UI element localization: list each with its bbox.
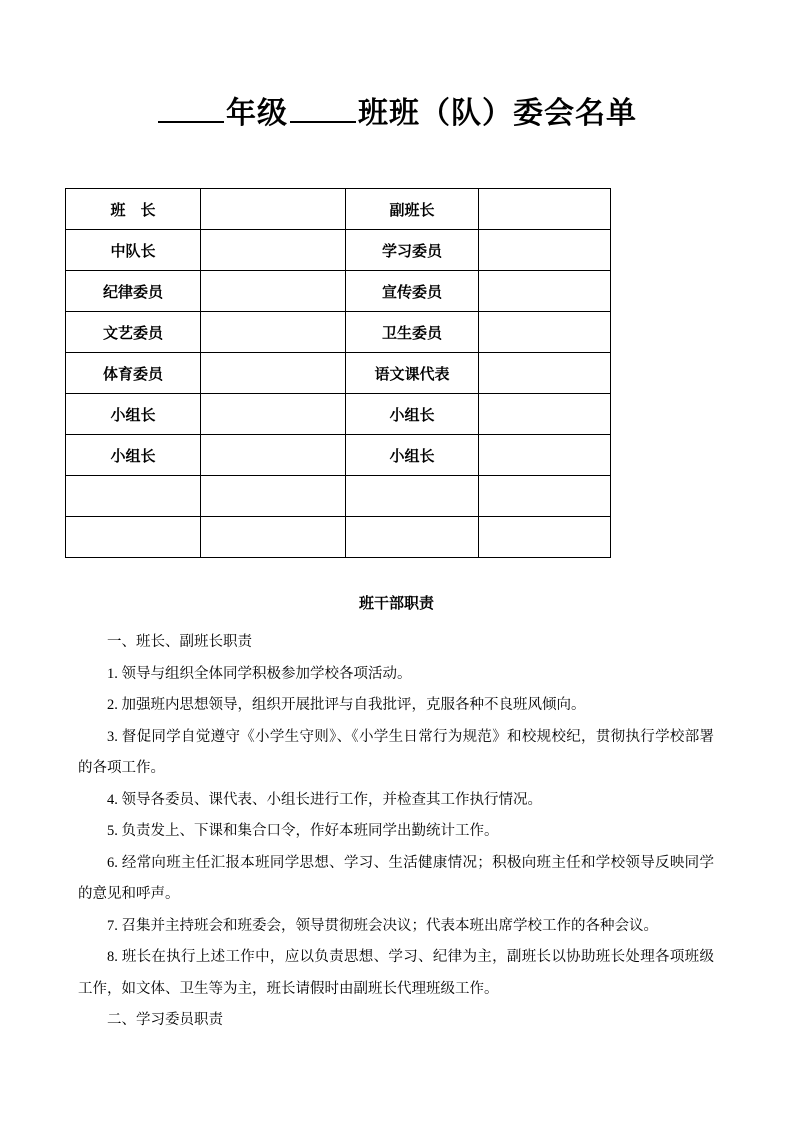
name-entry-cell <box>201 517 346 558</box>
duties-paragraph: 5. 负责发上、下课和集合口令，作好本班同学出勤统计工作。 <box>107 823 499 839</box>
duties-paragraph: 1. 领导与组织全体同学积极参加学校各项活动。 <box>107 665 412 682</box>
grade-blank-underline <box>158 93 224 123</box>
name-entry-cell <box>201 271 346 312</box>
position-label-cell <box>346 476 479 517</box>
position-label-cell: 宣传委员 <box>346 271 479 312</box>
roster-table-container <box>65 188 793 558</box>
name-entry-cell <box>201 476 346 517</box>
duties-paragraph: 2. 加强班内思想领导，组织开展批评与自我批评，克服各种不良班风倾向。 <box>107 697 586 713</box>
name-entry-cell <box>479 394 611 435</box>
name-entry-cell <box>479 312 611 353</box>
grade-label: 年级 <box>226 97 288 130</box>
table-row <box>66 394 611 435</box>
page-title <box>0 88 793 132</box>
table-row <box>66 312 611 353</box>
name-entry-cell <box>201 353 346 394</box>
table-row <box>66 353 611 394</box>
position-label-cell <box>66 517 201 558</box>
position-label-cell: 文艺委员 <box>66 312 201 353</box>
duties-paragraph: 一、班长、副班长职责 <box>107 634 252 650</box>
name-entry-cell <box>201 394 346 435</box>
position-label-cell: 语文课代表 <box>346 353 479 394</box>
name-entry-cell <box>479 476 611 517</box>
name-entry-cell <box>201 189 346 230</box>
name-entry-cell <box>201 230 346 271</box>
position-label-cell: 卫生委员 <box>346 312 479 353</box>
class-blank-underline <box>290 93 356 123</box>
position-label-cell <box>346 517 479 558</box>
position-label-cell: 学习委员 <box>346 230 479 271</box>
position-label-cell: 小组长 <box>66 435 201 476</box>
duties-paragraph: 8. 班长在执行上述工作中，应以负责思想、学习、纪律为主，副班长以协助班长处理各项班级工作，如文体、卫生等为主，班长请假时由副班长代理班级工作。 <box>78 949 714 997</box>
table-row <box>66 271 611 312</box>
duties-paragraph: 7. 召集并主持班会和班委会，领导贯彻班会决议；代表本班出席学校工作的各种会议。 <box>107 917 658 934</box>
duties-paragraph: 4. 领导各委员、课代表、小组长进行工作，并检查其工作执行情况。 <box>107 791 542 808</box>
position-label-cell: 纪律委员 <box>66 271 201 312</box>
position-label-cell: 副班长 <box>346 189 479 230</box>
position-label-cell: 小组长 <box>346 394 479 435</box>
name-entry-cell <box>479 189 611 230</box>
duties-paragraph: 6. 经常向班主任汇报本班同学思想、学习、生活健康情况；积极向班主任和学校领导反映同学的意见和呼声。 <box>78 854 714 902</box>
position-label-cell: 班 长 <box>66 189 201 230</box>
duties-paragraph: 二、学习委员职责 <box>107 1012 223 1028</box>
table-row <box>66 517 611 558</box>
position-label-cell <box>66 476 201 517</box>
position-label-cell: 体育委员 <box>66 353 201 394</box>
name-entry-cell <box>479 435 611 476</box>
duties-section-heading: 班干部职责 <box>358 595 434 612</box>
title-rest: 班班（队）委会名单 <box>358 97 637 130</box>
table-row <box>66 435 611 476</box>
duties-paragraph: 3. 督促同学自觉遵守《小学生守则》、《小学生日常行为规范》和校规校纪，贯彻执行学校部署的各项工作。 <box>78 728 714 776</box>
name-entry-cell <box>201 312 346 353</box>
duties-text-block <box>78 627 714 1037</box>
name-entry-cell <box>479 271 611 312</box>
name-entry-cell <box>201 435 346 476</box>
position-label-cell: 小组长 <box>66 394 201 435</box>
table-row <box>66 476 611 517</box>
table-row <box>66 230 611 271</box>
name-entry-cell <box>479 230 611 271</box>
position-label-cell: 中队长 <box>66 230 201 271</box>
table-row <box>66 189 611 230</box>
name-entry-cell <box>479 353 611 394</box>
position-label-cell: 小组长 <box>346 435 479 476</box>
name-entry-cell <box>479 517 611 558</box>
committee-roster-table <box>65 188 611 558</box>
